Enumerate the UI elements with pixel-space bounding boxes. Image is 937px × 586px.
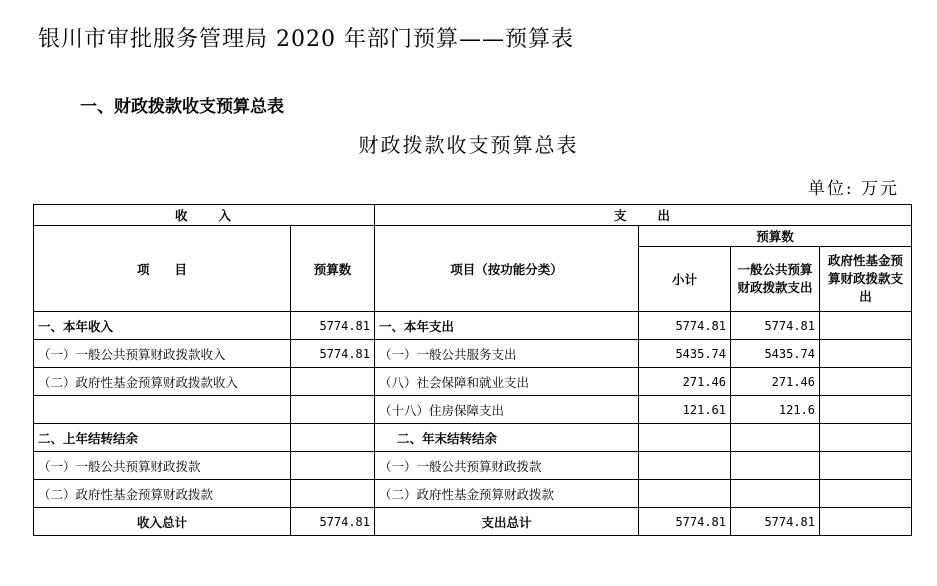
income-item: （一）一般公共预算财政拨款: [34, 452, 291, 480]
expense-item: （八）社会保障和就业支出: [375, 368, 639, 396]
income-amount: [291, 480, 375, 508]
totals-row: [34, 508, 912, 536]
income-item-header: 项 目: [34, 226, 291, 312]
expense-total-fund: [820, 508, 912, 536]
budget-table: [33, 204, 912, 536]
table-row: [34, 396, 912, 424]
income-total-label: 收入总计: [34, 508, 291, 536]
income-amount-header: 预算数: [291, 226, 375, 312]
document-title: 银川市审批服务管理局 2020 年部门预算——预算表: [38, 27, 574, 52]
section-title: 一、财政拨款收支预算总表: [80, 97, 284, 117]
income-item: （二）政府性基金预算财政拨款: [34, 480, 291, 508]
expense-general: 121.6: [731, 396, 820, 424]
unit-label: 单位: 万元: [807, 179, 899, 199]
income-amount: [291, 452, 375, 480]
expense-subtotal: 271.46: [639, 368, 731, 396]
expense-subtotal: 121.61: [639, 396, 731, 424]
expense-general: [731, 424, 820, 452]
expense-total-general: 5774.81: [731, 508, 820, 536]
income-total-amount: 5774.81: [291, 508, 375, 536]
income-amount: 5774.81: [291, 312, 375, 340]
income-item: 二、上年结转结余: [34, 424, 291, 452]
expense-item: （一）一般公共预算财政拨款: [375, 452, 639, 480]
expense-subtotal: [639, 424, 731, 452]
expense-total-subtotal: 5774.81: [639, 508, 731, 536]
expense-fund: [820, 480, 912, 508]
table-row: [34, 452, 912, 480]
expense-general: 5435.74: [731, 340, 820, 368]
income-item: [34, 396, 291, 424]
table-row: [34, 424, 912, 452]
expense-fund: [820, 396, 912, 424]
header-row-top: [34, 205, 912, 226]
header-row-mid: [34, 226, 912, 247]
income-amount: [291, 424, 375, 452]
expense-item: 二、年末结转结余: [375, 424, 639, 452]
expense-item: （二）政府性基金预算财政拨款: [375, 480, 639, 508]
income-amount: [291, 396, 375, 424]
table-row: [34, 368, 912, 396]
expense-item-header: 项目（按功能分类）: [375, 226, 639, 312]
expense-general: 5774.81: [731, 312, 820, 340]
expense-fund: [820, 452, 912, 480]
general-public-header: 一般公共预算财政拨款支出: [731, 247, 820, 312]
expense-subtotal: 5774.81: [639, 312, 731, 340]
income-item: （一）一般公共预算财政拨款收入: [34, 340, 291, 368]
expense-total-label: 支出总计: [375, 508, 639, 536]
income-amount: [291, 368, 375, 396]
table-title: 财政拨款收支预算总表: [358, 133, 579, 157]
budget-group-header: 预算数: [639, 226, 912, 247]
expense-subtotal: [639, 480, 731, 508]
income-header: 收 入: [34, 205, 375, 226]
expense-item: （十八）住房保障支出: [375, 396, 639, 424]
subtotal-header: 小计: [639, 247, 731, 312]
table-row: [34, 480, 912, 508]
expense-fund: [820, 368, 912, 396]
income-item: 一、本年收入: [34, 312, 291, 340]
expense-item: （一）一般公共服务支出: [375, 340, 639, 368]
expense-general: [731, 452, 820, 480]
expense-subtotal: [639, 452, 731, 480]
table-row: [34, 312, 912, 340]
income-item: （二）政府性基金预算财政拨款收入: [34, 368, 291, 396]
expense-fund: [820, 312, 912, 340]
table-row: [34, 340, 912, 368]
gov-fund-header: 政府性基金预算财政拨款支出: [820, 247, 912, 312]
expense-fund: [820, 340, 912, 368]
expense-general: [731, 480, 820, 508]
expense-fund: [820, 424, 912, 452]
expense-subtotal: 5435.74: [639, 340, 731, 368]
expense-header: 支 出: [375, 205, 912, 226]
expense-general: 271.46: [731, 368, 820, 396]
income-amount: 5774.81: [291, 340, 375, 368]
expense-item: 一、本年支出: [375, 312, 639, 340]
